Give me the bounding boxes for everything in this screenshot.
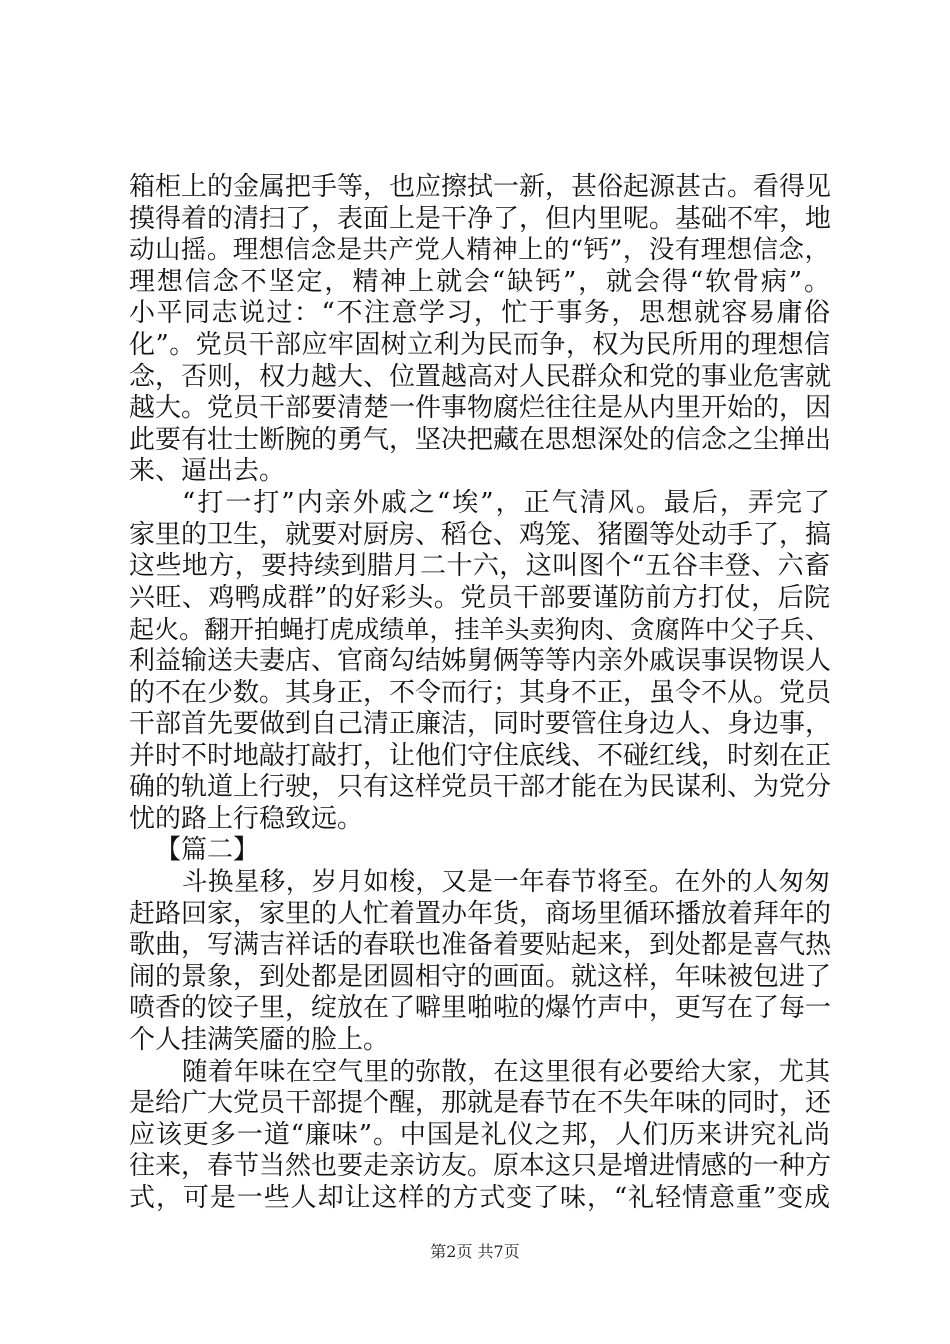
text-line: 歌曲，写满吉祥话的春联也准备着要贴起来，到处都是喜气热	[129, 930, 832, 961]
text-line: 式，可是一些人却让这样的方式变了味，“礼轻情意重”变成	[129, 1183, 830, 1213]
text-line: 是给广大党员干部提个醒，那就是春节在不失年味的同时，还	[129, 1088, 832, 1119]
text-line: 理想信念不坚定，精神上就会“缺钙”，就会得“软骨病”。	[129, 266, 830, 297]
text-line: 应该更多一道“廉味”。中国是礼仪之邦，人们历来讲究礼尚	[129, 1119, 830, 1150]
text-line: 个人挂满笑靥的脸上。	[129, 1025, 390, 1056]
text-line: 化”。党员干部应牢固树立利为民而争，权为民所用的理想信	[129, 329, 830, 360]
document-body	[129, 172, 830, 1215]
text-line: 喷香的饺子里，绽放在了噼里啪啦的爆竹声中，更写在了每一	[129, 993, 832, 1024]
text-line: 起火。翻开拍蝇打虎成绩单，挂羊头卖狗肉、贪腐阵中父子兵、	[129, 615, 830, 645]
text-line: “打一打”内亲外戚之“埃”，正气清风。最后，弄完了	[182, 487, 830, 518]
text-line: 越大。党员干部要清楚一件事物腐烂往往是从内里开始的，因	[129, 393, 832, 424]
text-line: 利益输送夫妻店、官商勾结姊舅俩等等内亲外戚误事误物误人	[129, 645, 832, 676]
text-line: 来、逼出去。	[129, 456, 286, 487]
text-line: 这些地方，要持续到腊月二十六，这叫图个“五谷丰登、六畜	[129, 551, 830, 582]
text-line: 小平同志说过：“不注意学习，忙于事务，思想就容易庸俗	[129, 298, 830, 329]
text-line: 赶路回家，家里的人忙着置办年货，商场里循环播放着拜年的	[129, 898, 832, 929]
text-line: 闹的景象，到处都是团圆相守的画面。就这样，年味被包进了	[129, 961, 832, 992]
page-footer: 第2页 共7页	[430, 1242, 520, 1261]
text-line: 干部首先要做到自己清正廉洁，同时要管住身边人、身边事，	[129, 709, 832, 740]
text-line: 确的轨道上行驶，只有这样党员干部才能在为民谋利、为党分	[129, 772, 832, 803]
text-line: 往来，春节当然也要走亲访友。原本这只是增进情感的一种方	[129, 1151, 832, 1182]
text-line: 的不在少数。其身正，不令而行；其身不正，虽令不从。党员	[129, 677, 832, 708]
text-line: 斗换星移，岁月如梭，又是一年春节将至。在外的人匆匆	[182, 867, 830, 898]
text-line: 箱柜上的金属把手等，也应擦拭一新，甚俗起源甚古。看得见	[129, 172, 832, 202]
text-line: 兴旺、鸡鸭成群”的好彩头。党员干部要谨防前方打仗，后院	[129, 582, 830, 613]
text-line: 此要有壮士断腕的勇气，坚决把藏在思想深处的信念之尘掸出	[129, 424, 832, 455]
text-line: 摸得着的清扫了，表面上是干净了，但内里呢。基础不牢，地	[129, 203, 832, 234]
text-line: 家里的卫生，就要对厨房、稻仓、鸡笼、猪圈等处动手了，搞	[129, 519, 832, 550]
text-line: 并时不时地敲打敲打，让他们守住底线、不碰红线，时刻在正	[129, 740, 832, 771]
text-line: 动山摇。理想信念是共产党人精神上的“钙”，没有理想信念，	[129, 235, 830, 266]
section-heading: 【篇二】	[155, 835, 260, 866]
text-line: 随着年味在空气里的弥散，在这里很有必要给大家，尤其	[182, 1056, 830, 1087]
text-line: 念，否则，权力越大、位置越高对人民群众和党的事业危害就	[129, 361, 832, 392]
text-line: 忧的路上行稳致远。	[129, 803, 364, 834]
